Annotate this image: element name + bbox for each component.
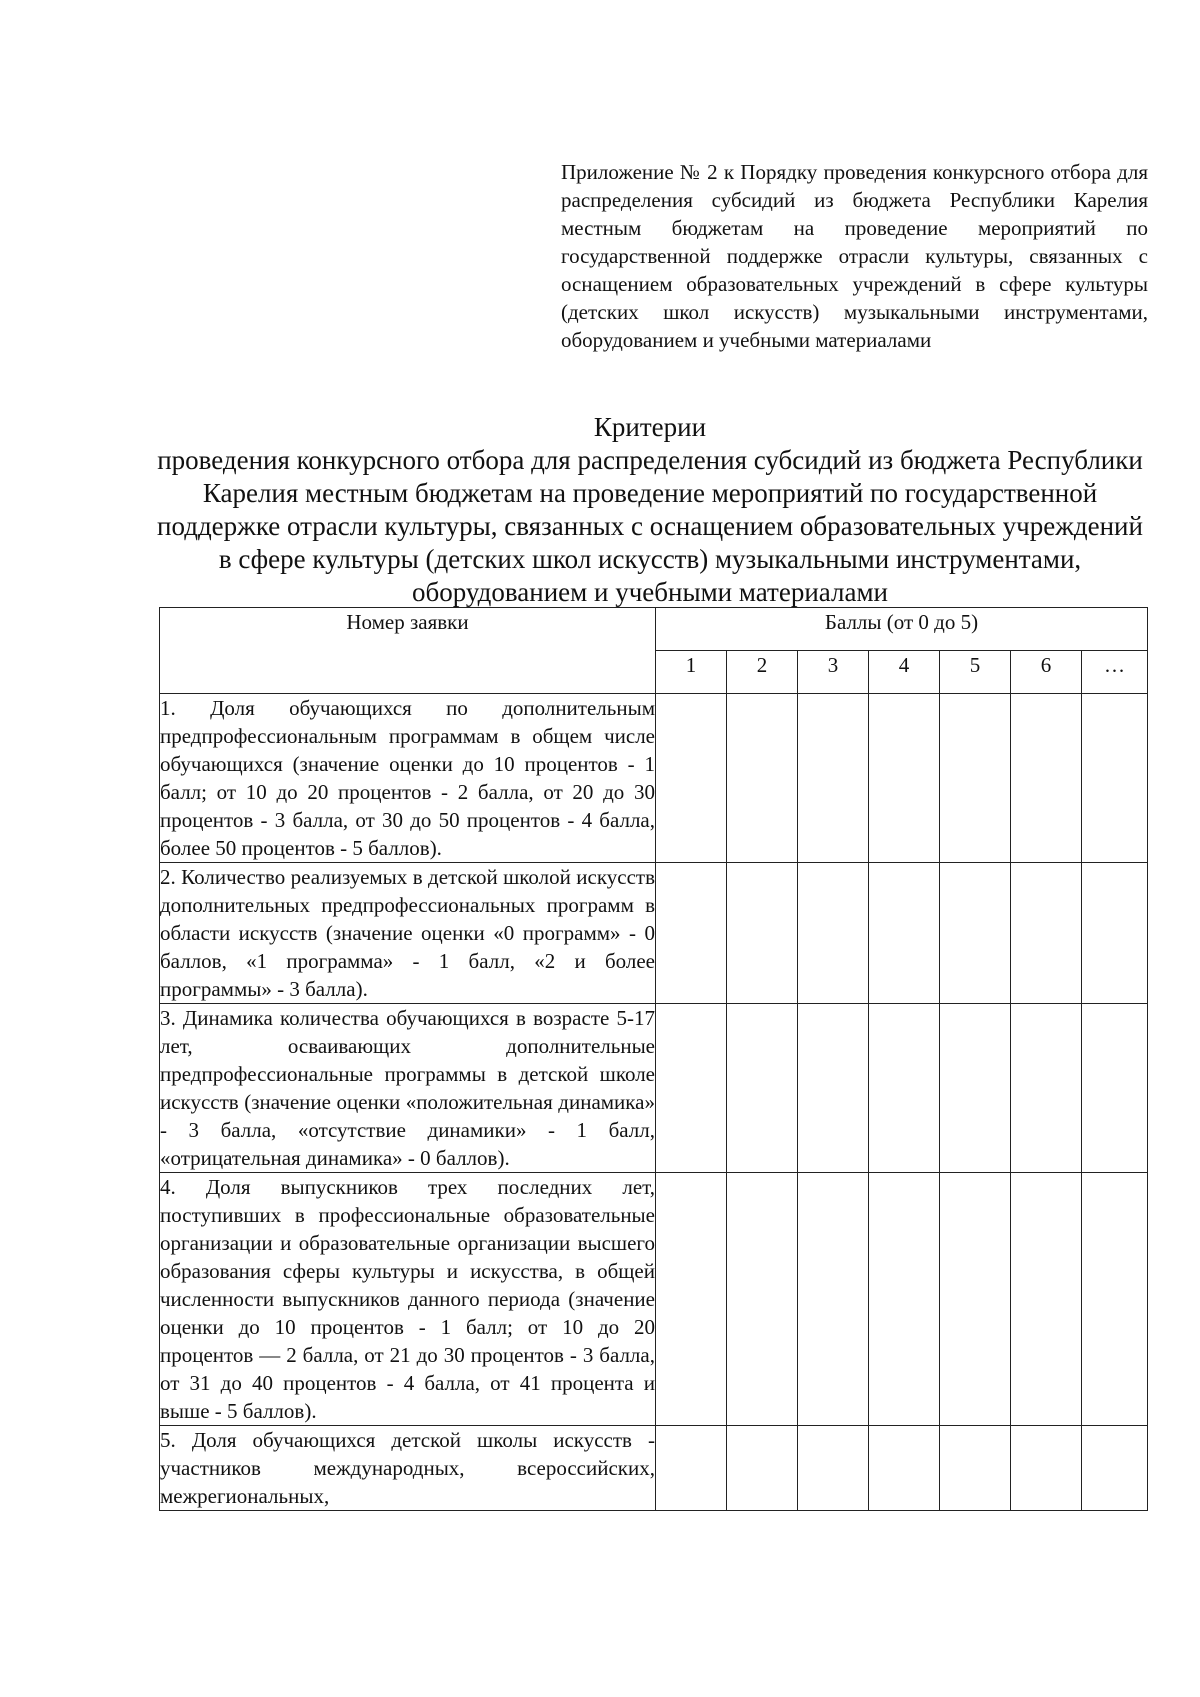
column-header-more: … <box>1082 651 1148 694</box>
criterion-1: 1. Доля обучающихся по дополнительным предпрофессиональным программам в общем числе обучающихся (значение оценки до 10 процентов - 1 балл; от 10 до 20 процентов - 2 балла, от 20 до 30 процентов - 3 балла, от 30 до 50 процентов - 4 балла, более 50 процентов - 5 баллов). <box>160 694 656 863</box>
score-cell <box>1082 1173 1148 1426</box>
score-cell <box>727 863 798 1004</box>
score-cell <box>656 1004 727 1173</box>
column-header-2: 2 <box>727 651 798 694</box>
score-cell <box>798 1426 869 1511</box>
score-cell <box>727 1426 798 1511</box>
score-cell <box>798 694 869 863</box>
score-cell <box>1011 863 1082 1004</box>
score-cell <box>727 694 798 863</box>
score-cell <box>869 863 940 1004</box>
score-cell <box>1082 694 1148 863</box>
table-row <box>160 1004 1148 1173</box>
score-cell <box>656 694 727 863</box>
criterion-3: 3. Динамика количества обучающихся в возрасте 5-17 лет, осваивающих дополнительные предпрофессиональные программы в детской школе искусств (значение оценки «положительная динамика» - 3 балла, «отсутствие динамики» - 1 балл, «отрицательная динамика» - 0 баллов). <box>160 1004 656 1173</box>
score-cell <box>940 1173 1011 1426</box>
score-header: Баллы (от 0 до 5) <box>656 608 1148 651</box>
column-header-6: 6 <box>1011 651 1082 694</box>
score-cell <box>1011 1004 1082 1173</box>
score-cell <box>940 863 1011 1004</box>
document-title <box>150 411 1150 609</box>
column-header-5: 5 <box>940 651 1011 694</box>
score-cell <box>940 1426 1011 1511</box>
table-row <box>160 1173 1148 1426</box>
score-cell <box>798 1173 869 1426</box>
score-cell <box>869 1426 940 1511</box>
score-cell <box>1011 1173 1082 1426</box>
score-cell <box>656 1426 727 1511</box>
score-cell <box>1082 1004 1148 1173</box>
title-heading: Критерии <box>593 412 707 442</box>
score-cell <box>798 863 869 1004</box>
score-cell <box>1082 863 1148 1004</box>
column-header-4: 4 <box>869 651 940 694</box>
criteria-table <box>159 607 1148 1511</box>
application-number-header: Номер заявки <box>160 608 656 694</box>
score-cell <box>869 1173 940 1426</box>
score-cell <box>940 1004 1011 1173</box>
score-cell <box>1082 1426 1148 1511</box>
score-cell <box>727 1004 798 1173</box>
score-cell <box>798 1004 869 1173</box>
column-header-3: 3 <box>798 651 869 694</box>
score-cell <box>727 1173 798 1426</box>
table-row <box>160 1426 1148 1511</box>
score-cell <box>869 694 940 863</box>
column-header-1: 1 <box>656 651 727 694</box>
score-cell <box>1011 694 1082 863</box>
criterion-5: 5. Доля обучающихся детской школы искусств - участников международных, всероссийских, межрегиональных, <box>160 1426 656 1511</box>
score-cell <box>869 1004 940 1173</box>
appendix-note: Приложение № 2 к Порядку проведения конкурсного отбора для распределения субсидий из бюджета Республики Карелия местным бюджетам на проведение мероприятий по государственной поддержке отрасли культуры, связанных с оснащением образовательных учреждений в сфере культуры (детских школ искусств) музыкальными инструментами, оборудованием и учебными материалами <box>561 160 1148 352</box>
table-row <box>160 863 1148 1004</box>
score-cell <box>656 863 727 1004</box>
table-row <box>160 694 1148 863</box>
score-cell <box>940 694 1011 863</box>
score-cell <box>656 1173 727 1426</box>
criterion-2: 2. Количество реализуемых в детской школой искусств дополнительных предпрофессиональных программ в области искусств (значение оценки «0 программ» - 0 баллов, «1 программа» - 1 балл, «2 и более программы» - 3 балла). <box>160 863 656 1004</box>
title-subtitle: проведения конкурсного отбора для распределения субсидий из бюджета Республики Карелия местным бюджетам на проведение мероприятий по государственной поддержке отрасли культуры, связанных с оснащением образовательных учреждений в сфере культуры (детских школ искусств) музыкальными инструментами, оборудованием и учебными материалами <box>157 445 1143 607</box>
criterion-4: 4. Доля выпускников трех последних лет, поступивших в профессиональные образовательные организации и образовательные организации высшего образования сферы культуры и искусства, в общей численности выпускников данного периода (значение оценки до 10 процентов - 1 балл; от 10 до 20 процентов — 2 балла, от 21 до 30 процентов - 3 балла, от 31 до 40 процентов - 4 балла, от 41 процента и выше - 5 баллов). <box>160 1173 656 1426</box>
score-cell <box>1011 1426 1082 1511</box>
